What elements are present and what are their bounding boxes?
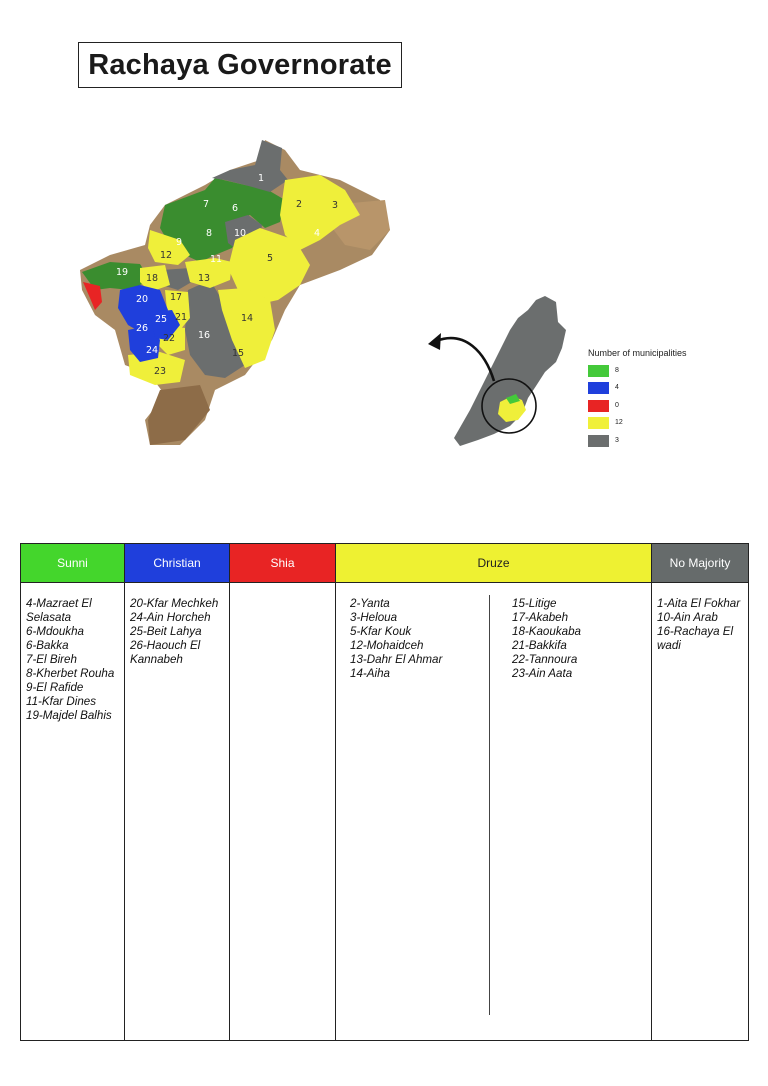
municipality-label: 19	[116, 267, 129, 278]
list-item: 16-Rachaya El wadi	[657, 625, 734, 652]
municipality-label: 25	[155, 314, 168, 325]
governorate-map	[0, 0, 768, 520]
municipality-label: 6	[232, 203, 239, 214]
legend-swatch	[588, 365, 609, 377]
list-item: 4-Mazraet El Selasata	[26, 597, 92, 624]
legend-value: 3	[615, 437, 619, 444]
arrowhead-icon	[428, 333, 441, 350]
list-item: 1-Aita El Fokhar	[657, 597, 741, 610]
sunni-list	[21, 583, 125, 1041]
list-item: 11-Kfar Dines	[26, 695, 97, 708]
arrow-icon	[436, 338, 494, 381]
municipality-label: 26	[136, 323, 149, 334]
list-item: 23-Ain Aata	[512, 667, 573, 680]
legend-swatch	[588, 400, 609, 412]
legend-value: 8	[615, 367, 619, 374]
list-item: 13-Dahr El Ahmar	[350, 653, 443, 666]
list-item: 26-Haouch El Kannabeh	[130, 639, 201, 666]
list-item: 6-Mdoukha	[26, 625, 85, 638]
no-majority-list	[652, 583, 749, 1041]
list-item: 25-Beit Lahya	[130, 625, 202, 638]
religion-table	[20, 543, 749, 1041]
legend-title: Number of municipalities	[588, 348, 687, 358]
municipality-label: 8	[206, 228, 213, 239]
legend-swatch	[588, 435, 609, 447]
legend-item	[588, 364, 619, 377]
municipality-label: 16	[198, 330, 211, 341]
header-christian: Christian	[125, 544, 230, 583]
druze-list	[336, 583, 652, 1041]
header-no-majority: No Majority	[652, 544, 749, 583]
header-druze: Druze	[336, 544, 652, 583]
lebanon-inset-map	[454, 296, 566, 446]
municipality-label: 13	[198, 273, 211, 284]
municipality-label: 5	[267, 253, 274, 264]
municipality-label: 20	[136, 294, 149, 305]
legend-value: 12	[615, 419, 623, 426]
municipality-label: 24	[146, 345, 159, 356]
legend-value: 0	[615, 402, 619, 409]
list-item: 17-Akabeh	[512, 611, 569, 624]
legend-value: 4	[615, 384, 619, 391]
list-item: 7-El Bireh	[26, 653, 77, 666]
municipality-label: 11	[210, 254, 223, 265]
legend-item	[588, 381, 619, 394]
list-item: 20-Kfar Mechkeh	[130, 597, 219, 610]
christian-list	[125, 583, 230, 1041]
terrain-area	[148, 385, 210, 445]
list-item: 9-El Rafide	[26, 681, 84, 694]
list-item: 2-Yanta	[350, 597, 390, 610]
municipality-label: 17	[170, 292, 183, 303]
legend-swatch	[588, 382, 609, 394]
list-item: 6-Bakka	[26, 639, 69, 652]
list-item: 22-Tannoura	[512, 653, 578, 666]
legend-item	[588, 416, 623, 429]
list-item: 18-Kaoukaba	[512, 625, 581, 638]
municipality-label: 23	[154, 366, 167, 377]
map-title: Rachaya Governorate	[88, 48, 392, 81]
list-item: 19-Majdel Balhis	[26, 709, 112, 722]
druze-list-left	[336, 597, 489, 1040]
list-item: 14-Aiha	[350, 667, 390, 680]
list-item: 8-Kherbet Rouha	[26, 667, 115, 680]
municipality-label: 9	[176, 237, 183, 248]
header-shia: Shia	[230, 544, 336, 583]
legend-item	[588, 434, 619, 447]
druze-list-right	[490, 597, 651, 1040]
header-sunni: Sunni	[21, 544, 125, 583]
list-item: 3-Heloua	[350, 611, 398, 624]
legend-swatch	[588, 417, 609, 429]
list-item: 24-Ain Horcheh	[130, 611, 211, 624]
list-item: 12-Mohaidceh	[350, 639, 424, 652]
municipality-label: 15	[232, 348, 245, 359]
municipality-label: 3	[332, 200, 339, 211]
municipality-label: 22	[163, 333, 176, 344]
shia-list	[230, 583, 336, 1041]
municipality-label: 10	[234, 228, 247, 239]
municipality-label: 2	[296, 199, 303, 210]
municipality-label: 7	[203, 199, 210, 210]
list-item: 10-Ain Arab	[657, 611, 718, 624]
list-item: 5-Kfar Kouk	[350, 625, 412, 638]
list-item: 21-Bakkifa	[512, 639, 567, 652]
municipality-label: 12	[160, 250, 173, 261]
municipality-label: 18	[146, 273, 159, 284]
list-item: 15-Litige	[512, 597, 557, 610]
municipality-label: 4	[314, 228, 321, 239]
municipality-label: 1	[258, 173, 265, 184]
municipality-label: 21	[175, 312, 188, 323]
legend-item	[588, 399, 619, 412]
municipality-label: 14	[241, 313, 254, 324]
